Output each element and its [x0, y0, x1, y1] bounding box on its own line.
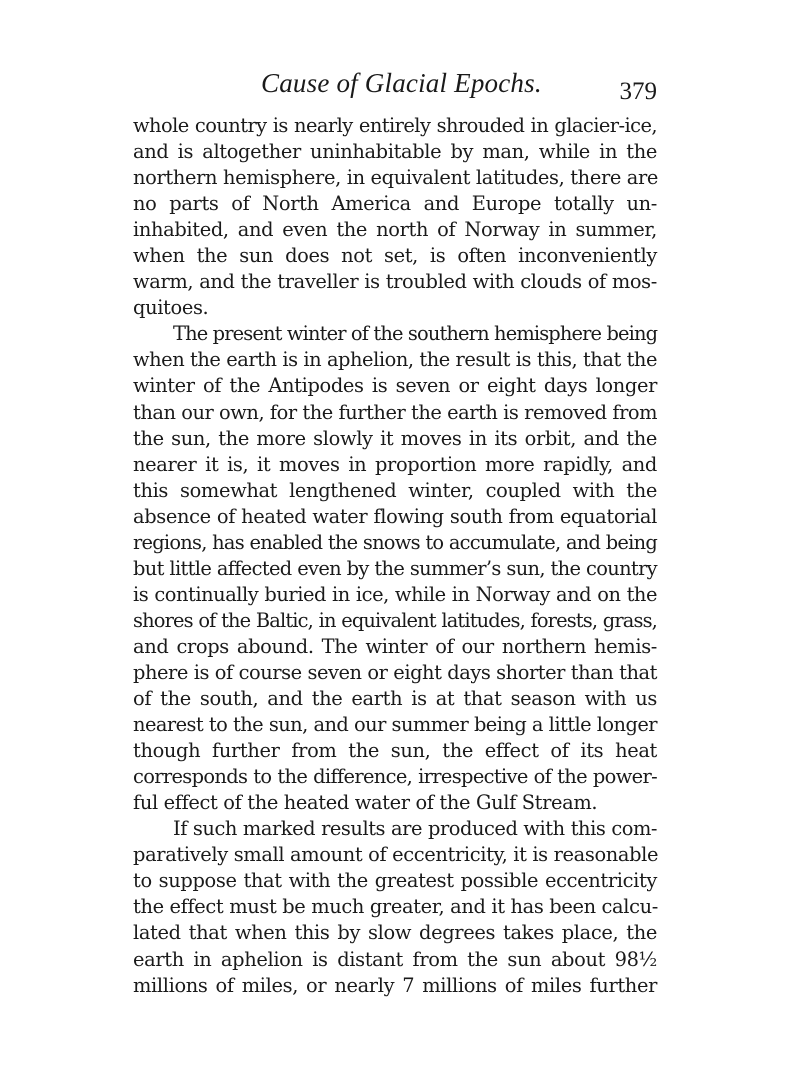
- text-line: paratively small amount of eccentricity, it is reasonable: [133, 843, 659, 867]
- text-line: millions of miles, or nearly 7 millions of miles further: [133, 973, 657, 997]
- text-line: ful effect of the heated water of the Gulf Stream.: [133, 791, 598, 815]
- text-line: the sun, the more slowly it moves in its orbit, and the: [133, 426, 657, 450]
- text-line: no parts of North America and Europe totally un-: [133, 192, 657, 216]
- page-number: 379: [619, 78, 657, 105]
- text-line: the effect must be much greater, and it has been calcu-: [133, 895, 658, 919]
- text-line: nearer it is, it moves in proportion more rapidly, and: [133, 452, 657, 476]
- text-line: shores of the Baltic, in equivalent latitudes, forests, grass,: [133, 608, 657, 632]
- text-line: nearest to the sun, and our summer being a little longer: [133, 713, 657, 737]
- text-line: absence of heated water flowing south from equatorial: [133, 504, 657, 528]
- text-line: winter of the Antipodes is seven or eight days longer: [133, 374, 657, 398]
- text-line: phere is of course seven or eight days shorter than that: [133, 660, 657, 684]
- text-line: inhabited, and even the north of Norway in summer,: [133, 218, 657, 242]
- text-line: this somewhat lengthened winter, coupled with the: [133, 478, 657, 502]
- paragraph-3: [133, 816, 657, 998]
- text-line: regions, has enabled the snows to accumulate, and being: [133, 530, 657, 554]
- paragraph-1: [133, 113, 657, 321]
- text-line: whole country is nearly entirely shrouded in glacier-ice,: [133, 114, 657, 137]
- text-line: quitoes.: [133, 296, 209, 320]
- text-line: when the sun does not set, is often inconveniently: [133, 244, 657, 268]
- text-line: corresponds to the difference, irrespective of the power-: [133, 765, 657, 789]
- text-line: lated that when this by slow degrees takes place, the: [133, 921, 657, 945]
- text-line: If such marked results are produced with this com-: [173, 817, 657, 841]
- running-head: [133, 68, 657, 108]
- text-line: northern hemisphere, in equivalent latitudes, there are: [133, 166, 659, 190]
- text-line: when the earth is in aphelion, the result is this, that the: [133, 348, 657, 372]
- paragraph-2: [133, 321, 657, 816]
- text-line: The present winter of the southern hemisphere being: [173, 322, 658, 346]
- text-line: to suppose that with the greatest possible eccentricity: [133, 869, 657, 893]
- text-line: is continually buried in ice, while in Norway and on the: [133, 582, 657, 606]
- text-line: earth in aphelion is distant from the sun about 98½: [133, 947, 657, 971]
- text-line: of the south, and the earth is at that season with us: [133, 687, 657, 711]
- text-line: and crops abound. The winter of our northern hemis-: [133, 634, 657, 658]
- text-line: but little affected even by the summer’s sun, the country: [133, 556, 657, 580]
- text-line: though further from the sun, the effect of its heat: [133, 739, 657, 763]
- text-line: than our own, for the further the earth is removed from: [133, 400, 658, 424]
- running-title: Cause of Glacial Epochs.: [261, 68, 542, 98]
- body-text: [133, 113, 657, 999]
- text-line: warm, and the traveller is troubled with clouds of mos-: [133, 270, 657, 294]
- text-line: and is altogether uninhabitable by man, while in the: [133, 140, 657, 164]
